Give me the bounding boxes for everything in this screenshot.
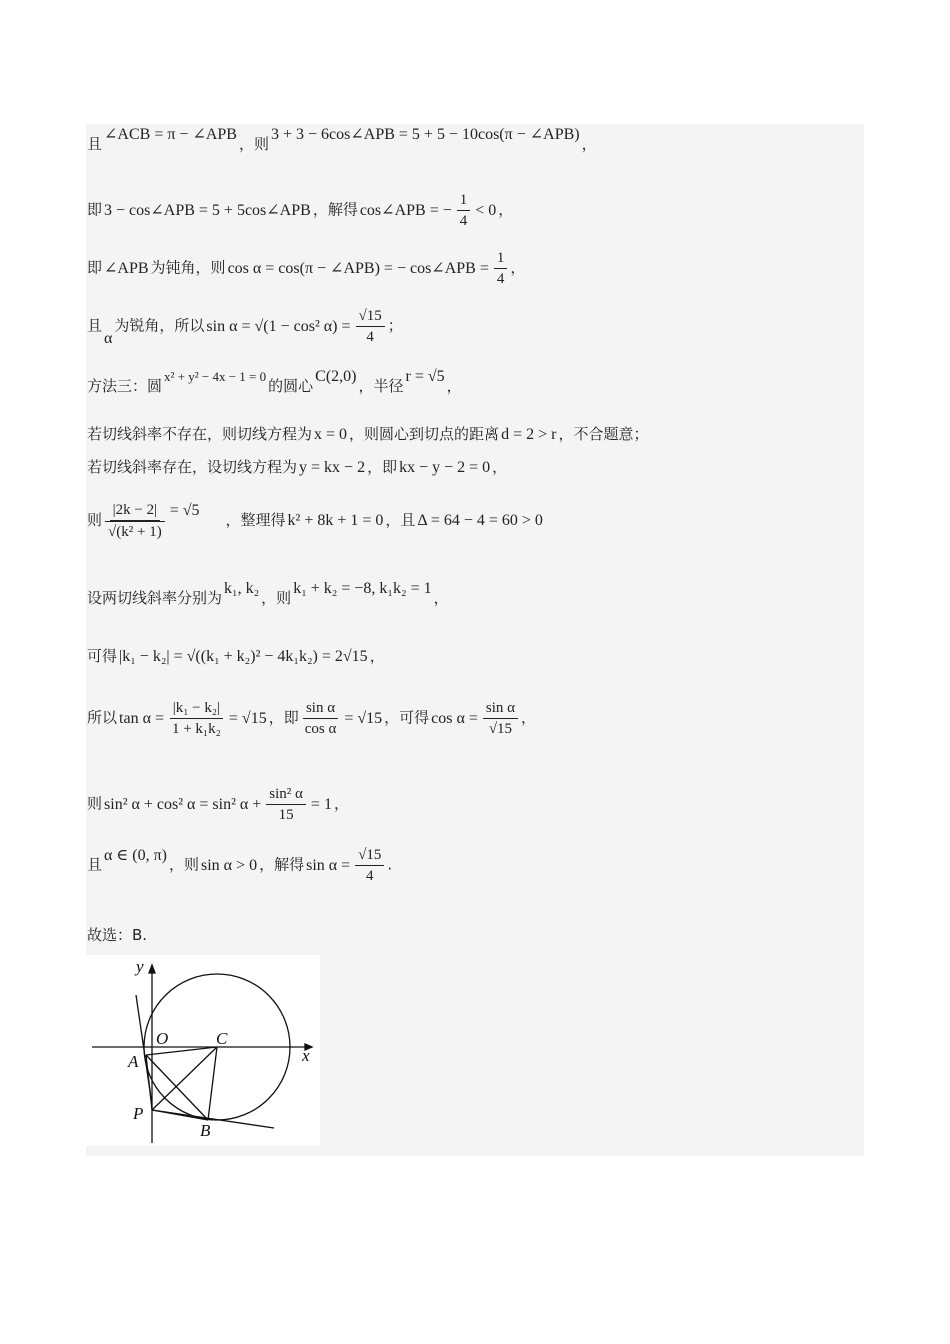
formula: sin α = √(1 − cos² α) = — [206, 317, 351, 335]
denominator: 4 — [459, 213, 468, 229]
solution-line-13 — [87, 845, 392, 886]
solution-line-10 — [87, 646, 385, 667]
label-p: P — [133, 1104, 144, 1123]
text: 则 — [87, 794, 103, 813]
formula: = √15 — [344, 709, 383, 727]
text: 为锐角，所以 — [114, 316, 205, 335]
denominator: 4 — [496, 271, 505, 287]
formula: = 1 — [310, 795, 332, 813]
text: 可得 — [87, 647, 118, 665]
numerator: sin² α — [266, 784, 306, 805]
denominator: 4 — [366, 329, 374, 345]
text: ，半径 — [358, 377, 404, 395]
formula: |k₁ − k₂| = √((k₁ + k₂)² − 4k₁k₂) = 2√15 — [119, 648, 368, 665]
text: 即 — [87, 258, 103, 277]
formula: cos α = cos(π − ∠APB) = − cos∠APB = — [227, 259, 489, 277]
text: ， — [369, 647, 385, 665]
fraction — [355, 845, 384, 886]
fraction — [266, 784, 306, 825]
segment-ap — [146, 1055, 152, 1110]
fraction — [483, 698, 518, 739]
formula: k₁ + k₂ = −8, k₁k₂ = 1 — [293, 580, 432, 597]
formula: α ∈ (0, π) — [104, 846, 167, 864]
denominator: 15 — [278, 807, 294, 823]
answer-line — [87, 925, 147, 945]
numerator: sin α — [303, 698, 338, 719]
label-a: A — [128, 1052, 139, 1071]
solution-line-5 — [87, 368, 462, 397]
fraction — [302, 698, 340, 739]
formula: sin α = — [306, 856, 351, 874]
label-o: O — [156, 1029, 169, 1048]
text: ，则 — [238, 135, 269, 153]
formula: tan α = — [119, 709, 164, 727]
text: ， — [498, 200, 514, 219]
label-b: B — [200, 1121, 211, 1140]
text: 若切线斜率存在，设切线方程为 — [87, 458, 298, 476]
text: 且 — [87, 855, 103, 874]
text: ，即 — [268, 708, 299, 727]
geometry-figure — [86, 955, 320, 1146]
formula: kx − y − 2 = 0 — [399, 459, 491, 476]
solution-line-7 — [87, 457, 507, 478]
answer-text: 故选：B. — [87, 926, 148, 944]
text: ， — [433, 589, 449, 607]
text: ，解得 — [312, 200, 358, 219]
fraction — [169, 698, 224, 739]
text: ， — [521, 708, 537, 727]
formula: < 0 — [475, 201, 497, 219]
denominator: 4 — [366, 868, 374, 884]
formula: k² + 8k + 1 = 0 — [287, 512, 384, 529]
formula: ∠ACB = π − ∠APB — [104, 126, 237, 143]
solution-line-12 — [87, 784, 349, 825]
text: ； — [387, 316, 403, 335]
text: 则 — [87, 511, 103, 529]
formula: cos∠APB = − — [359, 201, 452, 219]
formula: Δ = 64 − 4 = 60 > 0 — [417, 512, 543, 529]
denominator: √(k² + 1) — [105, 521, 165, 542]
label-x: x — [302, 1046, 310, 1065]
solution-line-9 — [87, 580, 449, 609]
text: ，且 — [385, 511, 416, 529]
text: 若切线斜率不存在，则切线方程为 — [87, 425, 313, 443]
segment-ac — [146, 1047, 217, 1055]
text: ， — [446, 377, 462, 395]
fraction — [494, 248, 508, 289]
text: ，整理得 — [225, 511, 286, 529]
solution-line-2 — [87, 190, 513, 231]
text: 所以 — [87, 708, 118, 727]
text: 设两切线斜率分别为 — [87, 589, 223, 607]
text: ， — [581, 135, 597, 153]
circle-tangent-diagram — [86, 955, 320, 1146]
formula: r = √5 — [405, 368, 445, 385]
formula: cos α = — [431, 709, 478, 727]
solution-line-4 — [87, 306, 403, 347]
numerator: 1 — [457, 190, 471, 211]
formula: 3 − cos∠APB = 5 + 5cos∠APB — [104, 201, 311, 219]
numerator: |2k − 2| — [110, 500, 160, 521]
denominator: √15 — [488, 721, 513, 737]
formula: sin α > 0 — [201, 856, 258, 874]
y-axis-arrow — [149, 965, 155, 973]
denominator: 1 + k₁k₂ — [171, 721, 221, 737]
formula: 3 + 3 − 6cos∠APB = 5 + 5 − 10cos(π − ∠APB) — [271, 126, 580, 143]
text: 为钝角，则 — [150, 258, 226, 277]
numerator: √15 — [355, 845, 384, 866]
segment-cb — [208, 1047, 217, 1120]
label-c: C — [216, 1029, 228, 1048]
text: ，解得 — [259, 855, 305, 874]
numerator: |k₁ − k₂| — [170, 698, 223, 719]
numerator: sin α — [483, 698, 518, 719]
text: ， — [492, 458, 508, 476]
text: . — [387, 855, 393, 874]
text: ，则 — [168, 855, 199, 874]
numerator: 1 — [494, 248, 508, 269]
text: 方法三：圆 — [87, 377, 163, 395]
text: ，则圆心到切点的距离 — [349, 425, 500, 443]
denominator: cos α — [304, 721, 337, 737]
formula: x = 0 — [314, 426, 348, 443]
numerator: √15 — [356, 306, 385, 327]
text: ，即 — [367, 458, 398, 476]
label-y: y — [136, 957, 144, 976]
formula: x² + y² − 4x − 1 = 0 — [164, 369, 267, 384]
segment-pc — [152, 1047, 217, 1110]
formula: C(2,0) — [315, 368, 357, 385]
solution-line-11 — [87, 698, 536, 739]
solution-line-1 — [87, 126, 597, 155]
formula: sin² α + cos² α = sin² α + — [104, 795, 262, 813]
formula: k₁, k₂ — [224, 580, 260, 597]
formula: d = 2 > r — [501, 426, 557, 443]
formula: α — [104, 329, 113, 347]
text: 的圆心 — [268, 377, 314, 395]
fraction — [457, 190, 471, 231]
fraction — [105, 500, 165, 542]
formula: y = kx − 2 — [299, 459, 366, 476]
text: 即 — [87, 200, 103, 219]
text: ， — [333, 794, 349, 813]
fraction — [356, 306, 385, 347]
solution-line-8 — [87, 500, 545, 542]
solution-line-3 — [87, 248, 525, 289]
text: ，不合题意； — [558, 425, 649, 443]
solution-line-6 — [87, 424, 648, 445]
formula: ∠APB — [104, 259, 149, 277]
text: 且 — [87, 135, 103, 153]
text: ， — [510, 258, 526, 277]
text: ，则 — [261, 589, 292, 607]
text: ，可得 — [384, 708, 430, 727]
formula: = √5 — [169, 502, 200, 519]
formula: = √15 — [228, 709, 267, 727]
text: 且 — [87, 316, 103, 335]
